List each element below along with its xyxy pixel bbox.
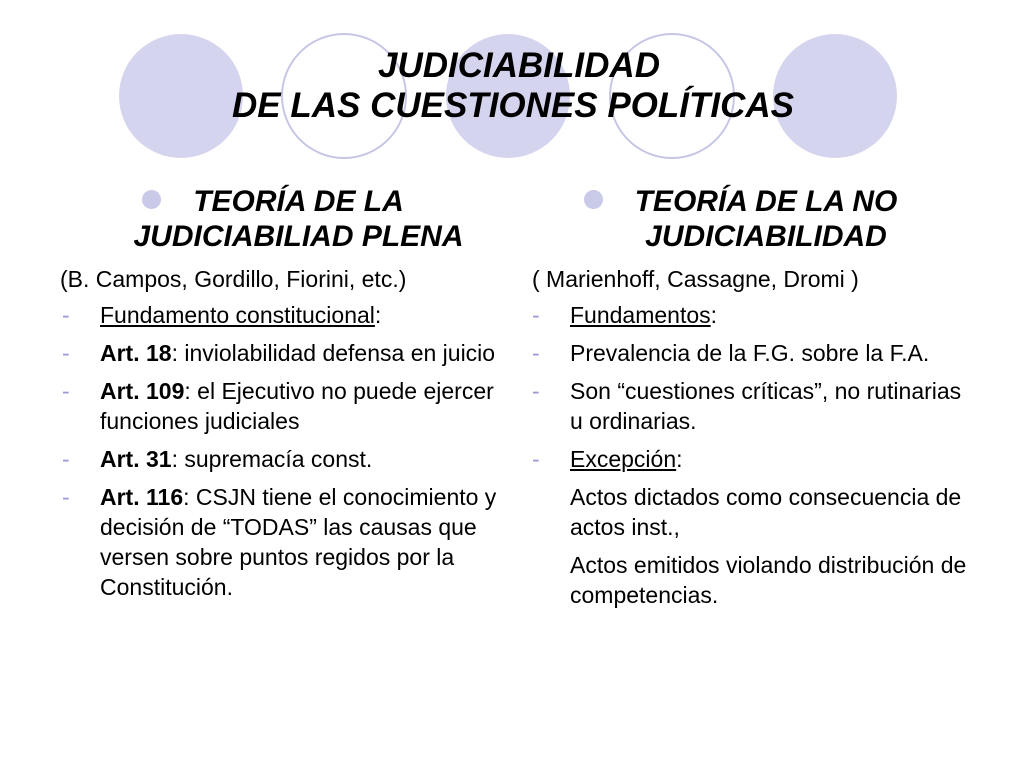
right-heading-line-1: TEORÍA DE LA NO (634, 185, 898, 218)
item-bold: Art. 109 (100, 378, 185, 404)
left-items (60, 300, 505, 602)
item-bold: Art. 31 (100, 446, 172, 472)
title-line-1: JUDICIABILIDAD (378, 46, 660, 85)
item-text: Prevalencia de la F.G. sobre la F.A. (570, 340, 930, 366)
left-heading-line-1: TEORÍA DE LA (193, 185, 404, 218)
title-line-2: DE LAS CUESTIONES POLÍTICAS (232, 86, 794, 125)
right-column (530, 184, 970, 610)
item-bold: Art. 116 (100, 484, 184, 510)
right-authors: ( Marienhoff, Cassagne, Dromi ) (532, 266, 859, 292)
exception-item-1: Actos dictados como consecuencia de actos inst., (570, 484, 962, 540)
item-text: : inviolabilidad defensa en juicio (171, 340, 496, 366)
left-heading-line-2: JUDICIABILIAD PLENA (133, 220, 464, 253)
bullet-icon (142, 190, 161, 209)
left-authors: (B. Campos, Gordillo, Fiorini, etc.) (60, 266, 407, 292)
list-item (530, 376, 970, 436)
item-underlined: Fundamentos (570, 302, 711, 328)
dash-bullet-icon: - (62, 446, 70, 472)
list-item (60, 338, 505, 368)
item-text: : (676, 446, 683, 472)
bullet-icon (584, 190, 603, 209)
item-text: : supremacía const. (171, 446, 373, 472)
right-items (530, 300, 970, 474)
item-underlined: Excepción (570, 446, 677, 472)
exception-item-2: Actos emitidos violando distribución de competencias. (570, 552, 967, 608)
item-text: : el Ejecutivo no puede ejercer funciones judiciales (100, 378, 494, 434)
list-item (530, 444, 970, 474)
list-item (60, 482, 505, 602)
left-heading (60, 184, 505, 254)
right-heading (530, 184, 970, 254)
list-item (530, 300, 970, 330)
item-text: : (710, 302, 718, 328)
item-bold: Art. 18 (100, 340, 172, 366)
item-text: Son “cuestiones críticas”, no rutinarias u ordinarias. (570, 378, 962, 434)
dash-bullet-icon: - (532, 446, 540, 472)
dash-bullet-icon: - (62, 484, 70, 510)
dash-bullet-icon: - (62, 378, 70, 404)
list-item (60, 300, 505, 330)
dash-bullet-icon: - (62, 340, 70, 366)
dash-bullet-icon: - (532, 340, 540, 366)
list-item (60, 444, 505, 474)
dash-bullet-icon: - (532, 378, 540, 404)
dash-bullet-icon: - (62, 302, 70, 328)
dash-bullet-icon: - (532, 302, 540, 328)
item-underlined: Fundamento constitucional (100, 302, 375, 328)
left-column (60, 184, 505, 602)
right-heading-line-2: JUDICIABILIDAD (645, 220, 887, 253)
list-item (60, 376, 505, 436)
slide-title (0, 46, 1024, 126)
item-text: : CSJN tiene el conocimiento y decisión de “TODAS” las causas que versen sobre puntos regidos por la Constitución. (100, 484, 497, 600)
item-text: : (374, 302, 382, 328)
list-item (530, 338, 970, 368)
